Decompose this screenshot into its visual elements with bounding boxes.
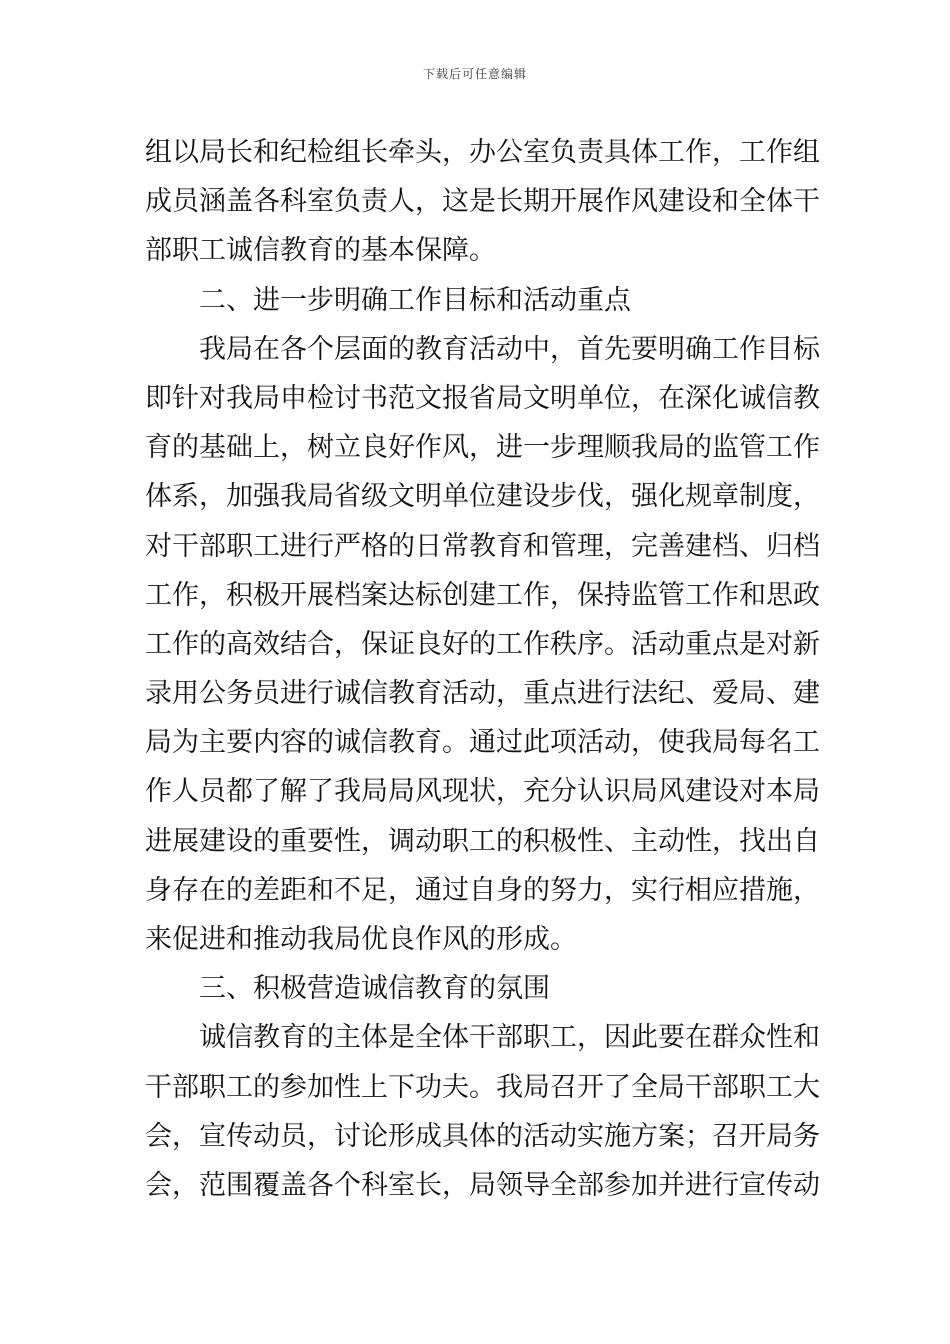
text-line: 三、积极营造诚信教育的氛围 bbox=[199, 973, 550, 1005]
text-line: 体系，加强我局省级文明单位建设步伐，强化规章制度， bbox=[145, 481, 820, 513]
text-line: 来促进和推动我局优良作风的形成。 bbox=[145, 924, 577, 955]
text-line: 成员涵盖各科室负责人，这是长期开展作风建设和全体干 bbox=[145, 186, 820, 218]
text-line: 录用公务员进行诚信教育活动，重点进行法纪、爱局、建 bbox=[145, 678, 820, 710]
text-line: 对干部职工进行严格的日常教育和管理，完善建档、归档 bbox=[145, 530, 820, 562]
text-line: 即针对我局申检讨书范文报省局文明单位，在深化诚信教 bbox=[145, 382, 820, 414]
text-line: 部职工诚信教育的基本保障。 bbox=[145, 235, 496, 267]
text-line: 我局在各个层面的教育活动中，首先要明确工作目标 bbox=[199, 333, 820, 365]
text-line: 干部职工的参加性上下功夫。我局召开了全局干部职工大 bbox=[145, 1071, 820, 1103]
body-text bbox=[145, 128, 820, 1210]
text-line: 工作，积极开展档案达标创建工作，保持监管工作和思政 bbox=[145, 579, 820, 611]
text-line: 会，范围覆盖各个科室长，局领导全部参加并进行宣传动 bbox=[145, 1169, 820, 1201]
text-line: 作人员都了解了我局局风现状，充分认识局风建设对本局 bbox=[145, 776, 820, 808]
text-line: 会，宣传动员，讨论形成具体的活动实施方案；召开局务 bbox=[145, 1120, 820, 1152]
text-line: 工作的高效结合，保证良好的工作秩序。活动重点是对新 bbox=[145, 628, 820, 660]
page-header: 下载后可任意编辑 bbox=[422, 67, 527, 81]
text-line: 组以局长和纪检组长牵头，办公室负责具体工作，工作组 bbox=[145, 137, 820, 168]
text-line: 局为主要内容的诚信教育。通过此项活动，使我局每名工 bbox=[145, 727, 820, 759]
text-line: 进展建设的重要性，调动职工的积极性、主动性，找出自 bbox=[145, 825, 820, 857]
text-line: 诚信教育的主体是全体干部职工，因此要在群众性和 bbox=[199, 1022, 820, 1054]
text-line: 身存在的差距和不足，通过自身的努力，实行相应措施， bbox=[145, 874, 820, 906]
text-line: 育的基础上，树立良好作风，进一步理顺我局的监管工作 bbox=[145, 432, 820, 464]
text-line: 二、进一步明确工作目标和活动重点 bbox=[199, 284, 631, 316]
